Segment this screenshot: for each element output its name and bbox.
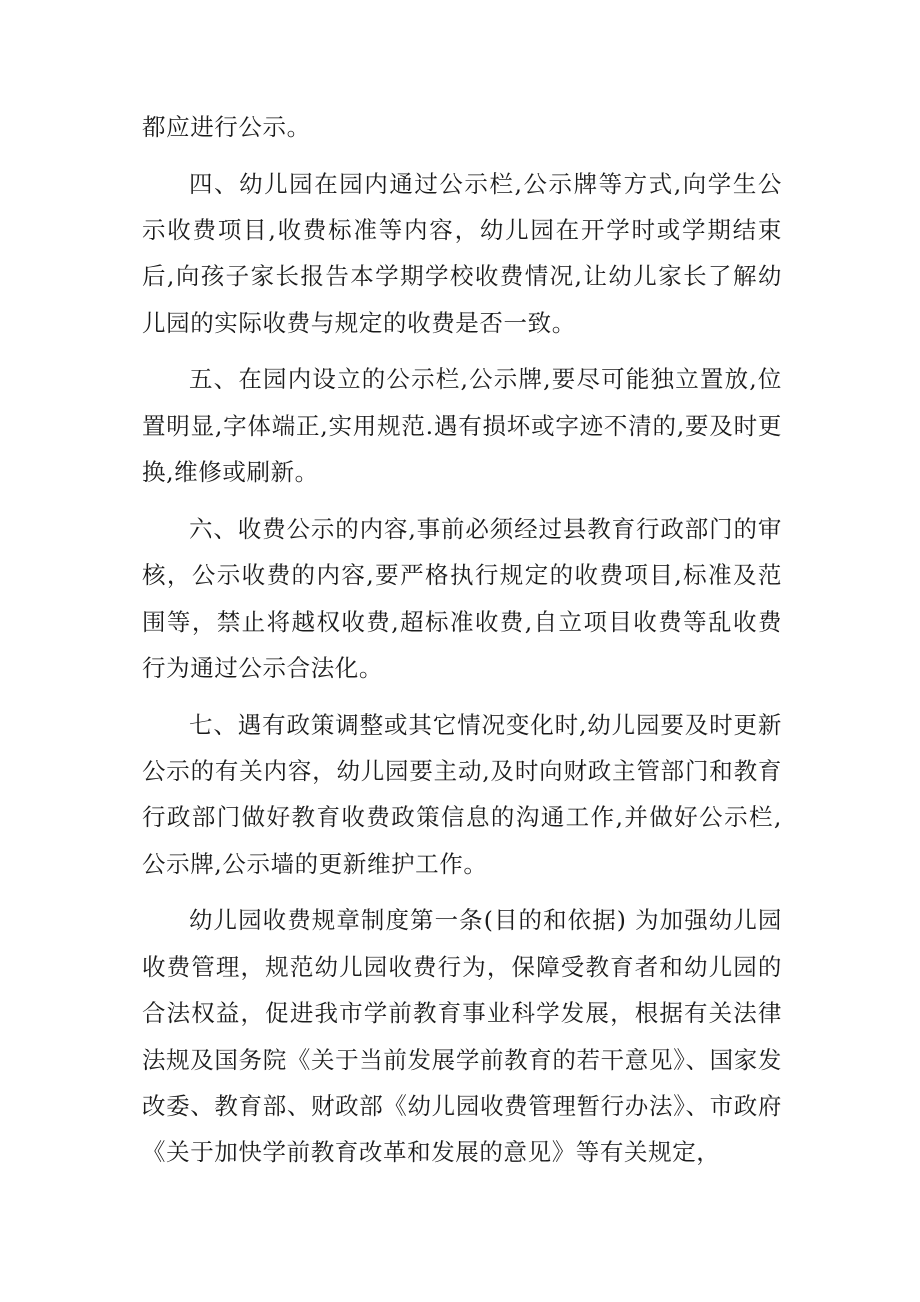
paragraph-regulations-intro: 幼儿园收费规章制度第一条(目的和依据) 为加强幼儿园收费管理，规范幼儿园收费行为，保障受教育者和幼儿园的合法权益，促进我市学前教育事业科学发展，根据有关法律法规及国务院《关于当前发展学前教育的若干意见》、国家发改委、教育部、财政部《幼儿园收费管理暂行办法》、市政府《关于加快学前教育改革和发展的意见》等有关规定， <box>142 906 782 1167</box>
paragraph-item-5: 五、在园内设立的公示栏,公示牌,要尽可能独立置放,位置明显,字体端正,实用规范.遇有损坏或字迹不清的,要及时更换,维修或刷新。 <box>142 365 782 487</box>
paragraph-item-6: 六、收费公示的内容,事前必须经过县教育行政部门的审核，公示收费的内容,要严格执行规定的收费项目,标准及范围等，禁止将越权收费,超标准收费,自立项目收费等乱收费行为通过公示合法化。 <box>142 514 782 683</box>
paragraph-item-4: 四、幼儿园在园内通过公示栏,公示牌等方式,向学生公示收费项目,收费标准等内容，幼儿园在开学时或学期结束后,向孩子家长报告本学期学校收费情况,让幼儿家长了解幼儿园的实际收费与规定的收费是否一致。 <box>142 169 782 337</box>
paragraph-continuation: 都应进行公示。 <box>142 113 311 141</box>
paragraph-item-7: 七、遇有政策调整或其它情况变化时,幼儿园要及时更新公示的有关内容，幼儿园要主动,及时向财政主管部门和教育行政部门做好教育收费政策信息的沟通工作,并做好公示栏,公示牌,公示墙的更新维护工作。 <box>142 710 782 878</box>
document-body <box>142 104 782 1186</box>
